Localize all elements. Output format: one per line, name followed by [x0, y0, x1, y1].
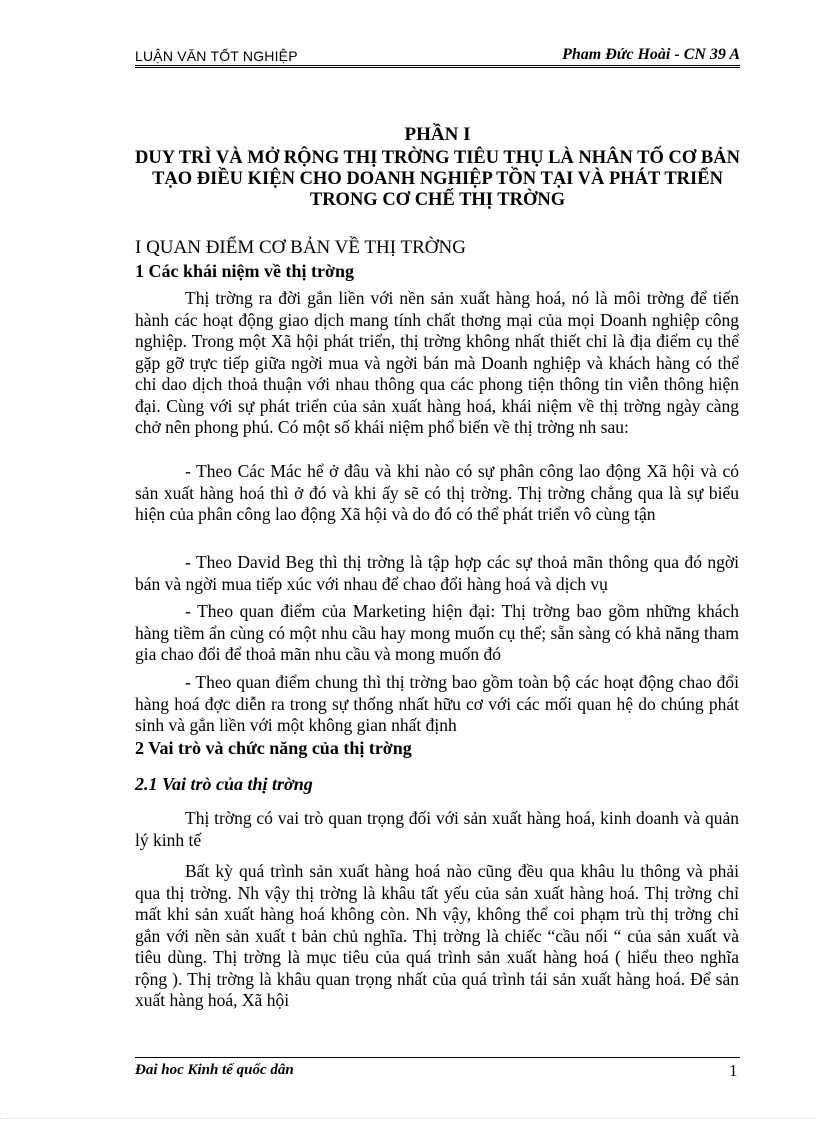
- body-paragraph: - Theo quan điểm của Marketing hiện đại: Thị trờng bao gồm những khách hàng tiềm ẩn cùng có một nhu cầu hay mong muốn cụ thể; sẵn sàng có khả năng tham gia chao đổi để thoả mãn nhu cầu và mong muốn đó: [135, 601, 739, 664]
- page-bottom-dotted-line: [0, 1118, 816, 1119]
- body-paragraph: - Theo David Beg thì thị trờng là tập hợp các sự thoả mãn thông qua đó ngời bán và ngời mua tiếp xúc với nhau để chao đổi hàng hoá và dịch vụ: [135, 552, 739, 594]
- body-paragraph: - Theo quan điểm chung thì thị trờng bao gồm toàn bộ các hoạt động chao đổi hàng hoá đợc diễn ra trong sự thống nhất hữu cơ với các mối quan hệ do chúng phát sinh và gắn liền với một không gian nhất định: [135, 672, 739, 735]
- body-paragraph: Bất kỳ quá trình sản xuất hàng hoá nào cũng đều qua khâu lu thông và phải qua thị trờng. Nh vậy thị trờng là khâu tất yếu của sản xuất hàng hoá. Thị trờng chỉ mất khi sản xuất hàng hoá không còn. Nh vậy, không thể coi phạm trù thị trờng chỉ gắn với nền sản xuất t bản chủ nghĩa. Thị trờng là chiếc “cầu nối “ của sản xuất và tiêu dùng. Thị trờng là mục tiêu của quá trình sản xuất hàng hoá ( hiểu theo nghĩa rộng ). Thị trờng là khâu quan trọng nhất của quá trình tái sản xuất hàng hoá. Để sản xuất hàng hoá, Xã hội: [135, 861, 739, 1010]
- header-thesis-label: LUẬN VĂN TỐT NGHIỆP: [135, 48, 298, 64]
- part-label: PHẦN I: [404, 124, 471, 145]
- subsection-heading: 2.1 Vai trò của thị trờng: [135, 774, 313, 794]
- body-paragraph: - Theo Các Mác hể ở đâu và khi nào có sự phân công lao động Xã hội và có sản xuất hàng hoá thì ở đó và khi ấy sẽ có thị trờng. Thị trờng chẳng qua là sự biểu hiện của phân công lao động Xã hội và do đó có thể phát triển vô cùng tận: [135, 461, 739, 524]
- header-rule-double: [135, 67, 740, 68]
- subsection-heading: 1 Các khái niệm về thị trờng: [135, 261, 354, 281]
- body-paragraph: Thị trờng ra đời gắn liền với nền sản xuất hàng hoá, nó là môi trờng để tiến hành các hoạt động giao dịch mang tính chất thơng mại của mọi Doanh nghiệp công nghiệp. Trong một Xã hội phát triển, thị trờng không nhất thiết chỉ là địa điểm cụ thể gặp gỡ trực tiếp giữa ngời mua và ngời bán mà Doanh nghiệp và khách hàng có thể chỉ dao dịch thoả thuận với nhau thông qua các phong tiện thông tin viễn thông hiện đại. Cùng với sự phát triển của sản xuất hàng hoá, khái niệm về thị trờng ngày càng chở nên phong phú. Có một số khái niệm phổ biến về thị trờng nh sau:: [135, 288, 739, 437]
- header-author: Pham Đức Hoài - CN 39 A: [562, 46, 740, 63]
- header-rule: [135, 65, 740, 66]
- footer-university: Đai hoc Kinh tế quốc dân: [135, 1062, 294, 1078]
- body-paragraph: Thị trờng có vai trò quan trọng đối với sản xuất hàng hoá, kinh doanh và quản lý kinh tế: [135, 808, 739, 850]
- footer-rule: [135, 1057, 740, 1058]
- section-heading: 2 Vai trò và chức năng của thị trờng: [135, 738, 412, 758]
- section-heading: I QUAN ĐIỂM CƠ BẢN VỀ THỊ TRỜNG: [135, 237, 466, 258]
- part-title: DUY TRÌ VÀ MỞ RỘNG THỊ TRỜNG TIÊU THỤ LÀ NHÂN TỐ CƠ BẢN TẠO ĐIỀU KIỆN CHO DOANH NGHIỆP TỒN TẠI VÀ PHÁT TRIỂN TRONG CƠ CHẾ THỊ TRỜNG: [135, 148, 740, 210]
- page-number: 1: [729, 1061, 738, 1080]
